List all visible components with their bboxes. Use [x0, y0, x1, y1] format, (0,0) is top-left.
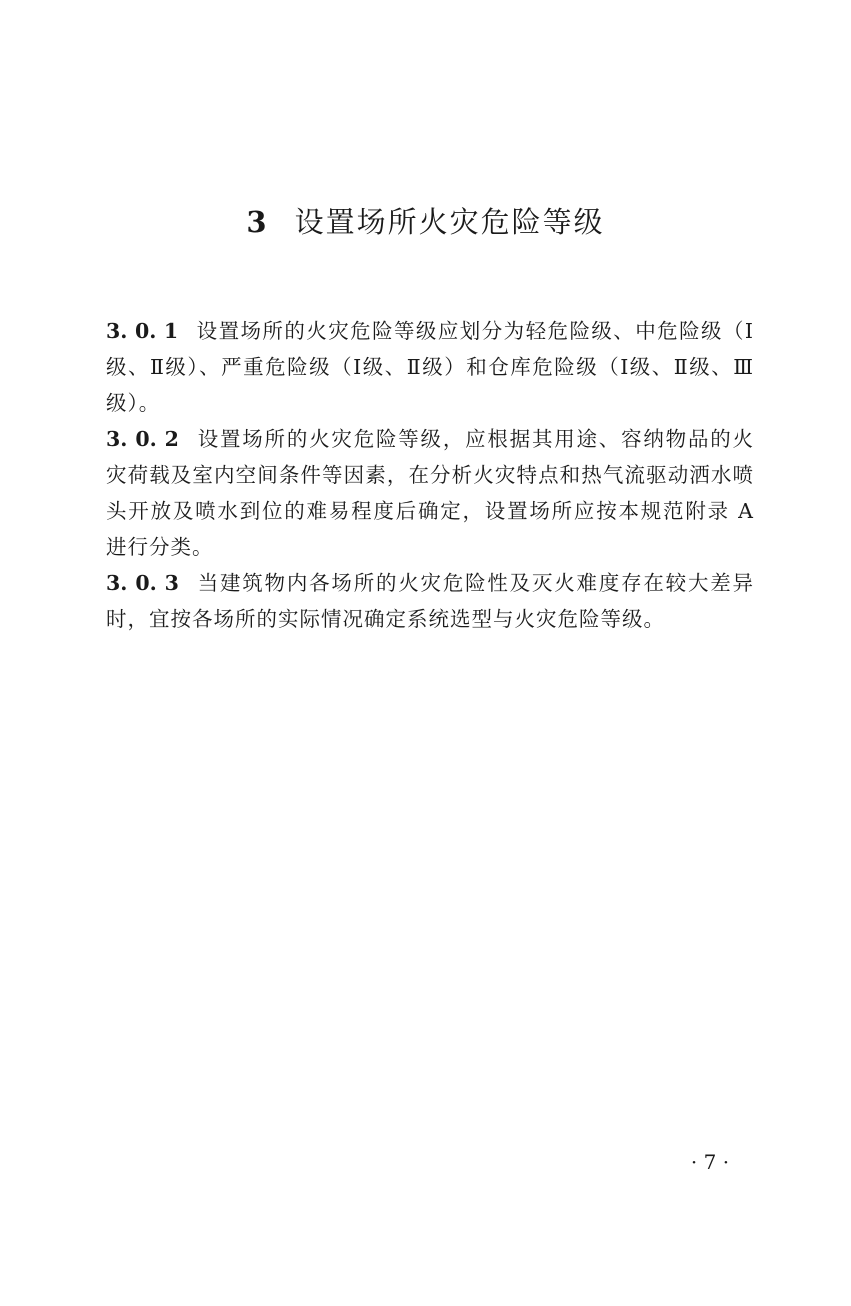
clause-number: 3. 0. 3 — [106, 571, 179, 595]
clause-text: 当建筑物内各场所的火灾危险性及灭火难度存在较大差异时，宜按各场所的实际情况确定系统选型与火灾危险等级。 — [106, 571, 755, 631]
clause-3-0-3 — [106, 565, 754, 637]
clauses-body — [106, 313, 754, 637]
clause-number: 3. 0. 2 — [106, 427, 179, 451]
chapter-title-text: 设置场所火灾危险等级 — [294, 205, 605, 239]
clause-3-0-2 — [106, 421, 754, 565]
chapter-number: 3 — [246, 205, 269, 239]
chapter-title — [0, 200, 851, 241]
clause-number: 3. 0. 1 — [106, 319, 179, 343]
clause-3-0-1 — [106, 313, 754, 421]
clause-text: 设置场所的火灾危险等级，应根据其用途、容纳物品的火灾荷载及室内空间条件等因素，在分析火灾特点和热气流驱动洒水喷头开放及喷水到位的难易程度后确定，设置场所应按本规范附录 A 进行分类。 — [106, 427, 755, 559]
page-number: · 7 · — [690, 1150, 730, 1174]
clause-text: 设置场所的火灾危险等级应划分为轻危险级、中危险级（Ⅰ级、Ⅱ级）、严重危险级（Ⅰ级、Ⅱ级）和仓库危险级（Ⅰ级、Ⅱ级、Ⅲ级）。 — [106, 319, 754, 415]
